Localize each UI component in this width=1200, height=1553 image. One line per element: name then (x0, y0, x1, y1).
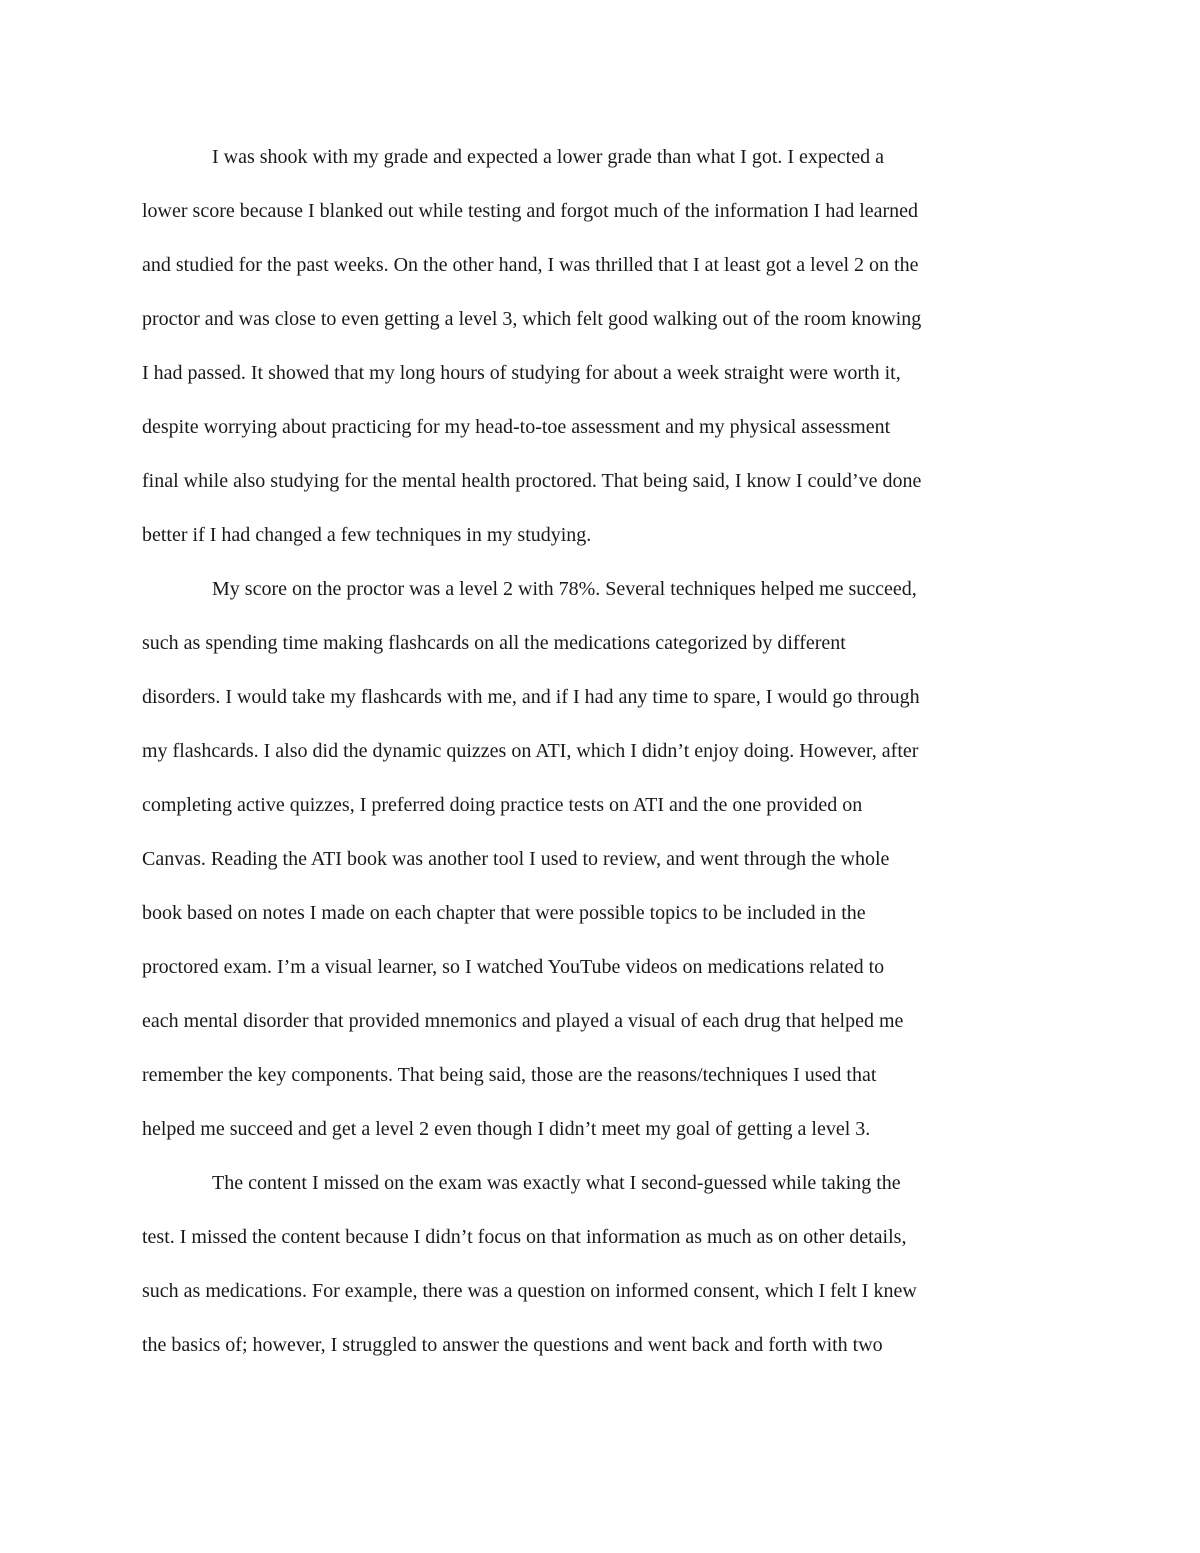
paragraph-2-line-5: completing active quizzes, I preferred doing practice tests on ATI and the one provided on (142, 794, 863, 816)
paragraph-2-line-9: each mental disorder that provided mnemonics and played a visual of each drug that helped me (142, 1010, 904, 1032)
paragraph-1-line-7: final while also studying for the mental health proctored. That being said, I know I could’ve done (142, 470, 922, 492)
paragraph-1-line-8: better if I had changed a few techniques in my studying. (142, 524, 592, 546)
paragraph-3-line-1: The content I missed on the exam was exactly what I second-guessed while taking the (212, 1172, 901, 1194)
paragraph-3-line-2: test. I missed the content because I didn’t focus on that information as much as on other details, (142, 1226, 907, 1248)
paragraph-2-line-10: remember the key components. That being said, those are the reasons/techniques I used that (142, 1064, 877, 1086)
paragraph-1-line-1: I was shook with my grade and expected a lower grade than what I got. I expected a (212, 146, 884, 168)
paragraph-1-line-5: I had passed. It showed that my long hours of studying for about a week straight were worth it, (142, 362, 901, 384)
paragraph-3-line-3: such as medications. For example, there was a question on informed consent, which I felt I knew (142, 1280, 917, 1302)
paragraph-1-line-4: proctor and was close to even getting a level 3, which felt good walking out of the room knowing (142, 308, 922, 330)
paragraph-3-line-4: the basics of; however, I struggled to answer the questions and went back and forth with two (142, 1334, 883, 1356)
paragraph-1-line-6: despite worrying about practicing for my head-to-toe assessment and my physical assessment (142, 416, 891, 438)
paragraph-2-line-6: Canvas. Reading the ATI book was another tool I used to review, and went through the whole (142, 848, 890, 870)
paragraph-1-line-2: lower score because I blanked out while testing and forgot much of the information I had learned (142, 200, 919, 222)
paragraph-2-line-2: such as spending time making flashcards on all the medications categorized by different (142, 632, 846, 654)
paragraph-2-line-7: book based on notes I made on each chapter that were possible topics to be included in the (142, 902, 866, 924)
paragraph-2-line-11: helped me succeed and get a level 2 even though I didn’t meet my goal of getting a level 3. (142, 1118, 871, 1140)
paragraph-2-line-1: My score on the proctor was a level 2 with 78%. Several techniques helped me succeed, (212, 578, 917, 600)
paragraph-2-line-3: disorders. I would take my flashcards with me, and if I had any time to spare, I would go through (142, 686, 920, 708)
paragraph-2-line-4: my flashcards. I also did the dynamic quizzes on ATI, which I didn’t enjoy doing. However, after (142, 740, 919, 762)
paragraph-1-line-3: and studied for the past weeks. On the other hand, I was thrilled that I at least got a level 2 on the (142, 254, 919, 276)
paragraph-2-line-8: proctored exam. I’m a visual learner, so I watched YouTube videos on medications related to (142, 956, 885, 978)
